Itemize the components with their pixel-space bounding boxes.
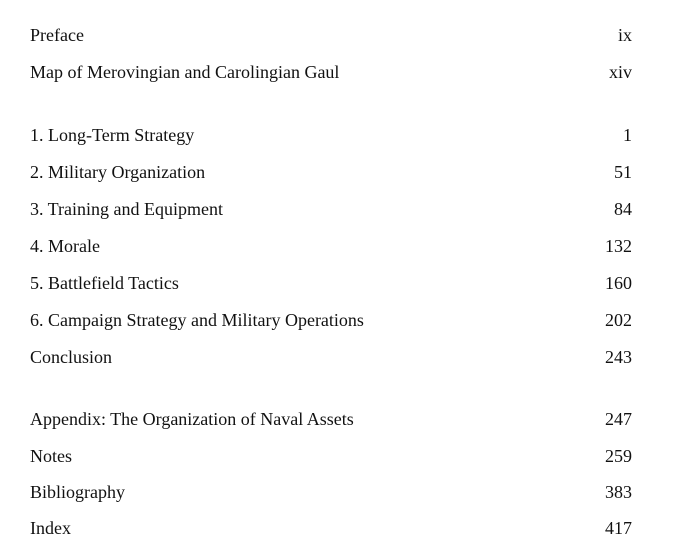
- toc-entry-title: Map of Merovingian and Carolingian Gaul: [30, 62, 340, 82]
- toc-entry-title: Bibliography: [30, 482, 125, 502]
- toc-entry-title: 2. Military Organization: [30, 162, 206, 182]
- toc-entry-preface: [30, 22, 632, 48]
- toc-entry-page: 202: [605, 310, 632, 330]
- toc-entry-page: 132: [605, 236, 632, 256]
- toc-entry-page: 247: [605, 409, 632, 429]
- toc-entry-bibliography: [30, 479, 632, 505]
- toc-entry-title: Appendix: The Organization of Naval Assets: [30, 409, 354, 429]
- toc-entry-notes: [30, 443, 632, 469]
- toc-entry-chapter-1: [30, 122, 632, 148]
- toc-entry-conclusion: [30, 344, 632, 370]
- toc-entry-title: 5. Battlefield Tactics: [30, 273, 179, 293]
- toc-entry-page: 383: [605, 482, 632, 502]
- toc-entry-appendix: [30, 406, 632, 432]
- toc-entry-title: Preface: [30, 25, 84, 45]
- toc-entry-chapter-2: [30, 159, 632, 185]
- toc-entry-map: [30, 59, 632, 85]
- toc-entry-page: 84: [614, 199, 632, 219]
- toc-entry-title: Index: [30, 518, 71, 538]
- toc-entry-page: 243: [605, 347, 632, 367]
- toc-entry-title: Notes: [30, 446, 72, 466]
- toc-entry-chapter-6: [30, 307, 632, 333]
- toc-entry-title: Conclusion: [30, 347, 113, 367]
- toc-entry-page: xiv: [608, 62, 632, 82]
- toc-entry-index: [30, 515, 632, 541]
- toc-entry-title: 6. Campaign Strategy and Military Operations: [30, 310, 364, 330]
- toc-entry-page: ix: [617, 25, 632, 45]
- toc-entry-page: 1: [623, 125, 632, 145]
- toc-entry-page: 259: [605, 446, 632, 466]
- toc-entry-page: 417: [605, 518, 632, 538]
- toc-entry-title: 3. Training and Equipment: [30, 199, 223, 219]
- toc-entry-title: 1. Long-Term Strategy: [30, 125, 195, 145]
- toc-entry-title: 4. Morale: [30, 236, 100, 256]
- toc-entry-chapter-3: [30, 196, 632, 222]
- toc-entry-chapter-5: [30, 270, 632, 296]
- toc-entry-page: 51: [614, 162, 632, 182]
- toc-entry-chapter-4: [30, 233, 632, 259]
- toc-entry-page: 160: [605, 273, 632, 293]
